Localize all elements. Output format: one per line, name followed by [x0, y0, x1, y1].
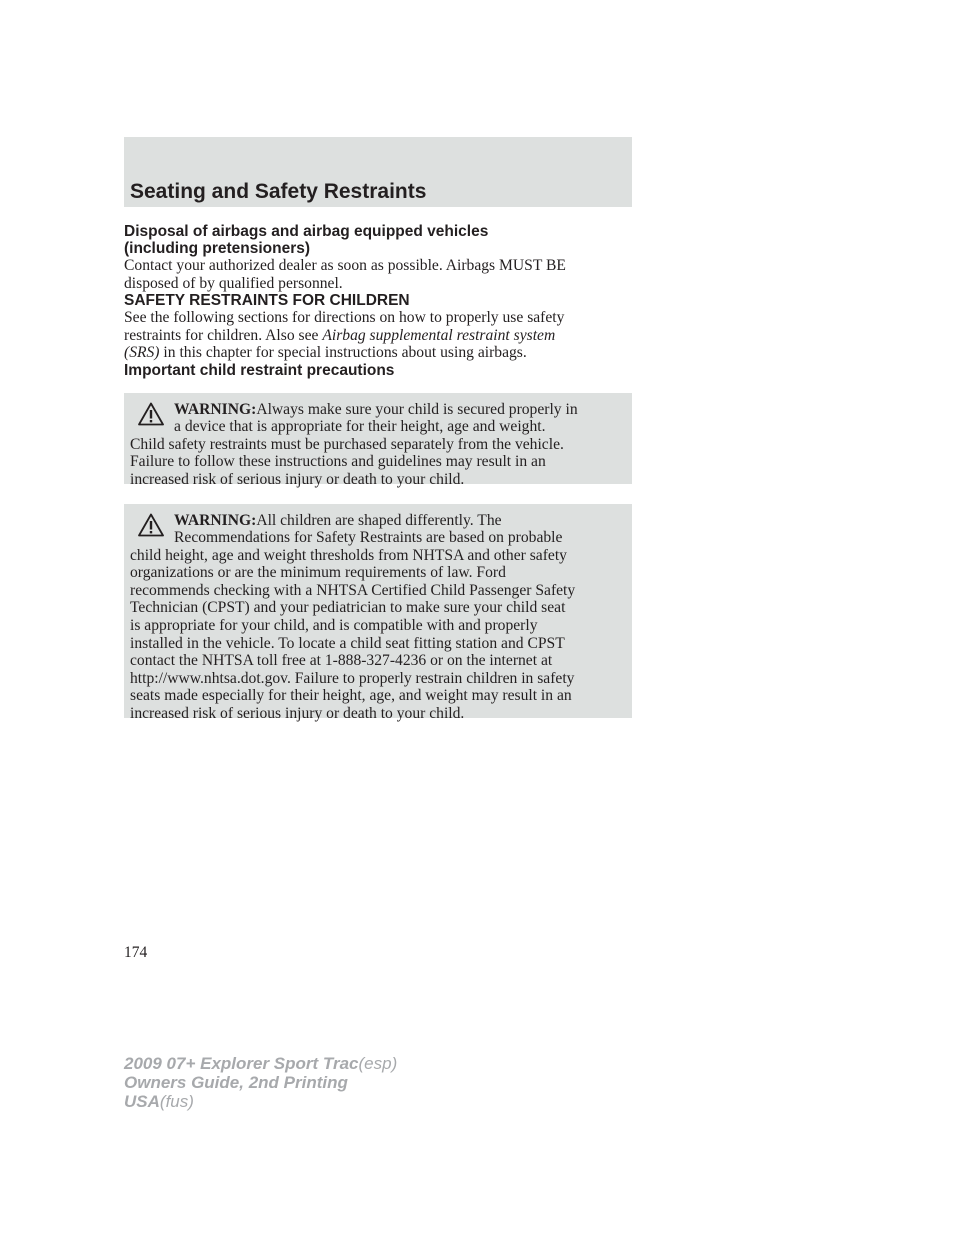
- precautions-heading: Important child restraint precautions: [124, 361, 395, 379]
- page-number: 174: [124, 944, 148, 961]
- page-content: [124, 223, 632, 723]
- warning-2-line5: recommends checking with a NHTSA Certified Child Passenger Safety: [130, 581, 576, 599]
- disposal-paragraph: [124, 257, 632, 292]
- warning-1-label: WARNING:: [174, 400, 257, 418]
- srs-reference-link-part1: Airbag supplemental restraint system: [322, 326, 556, 344]
- footer-model: 2009 07+ Explorer Sport Trac: [124, 1054, 359, 1073]
- warning-triangle-icon: [138, 402, 164, 426]
- warning-1-line5: increased risk of serious injury or death to your child.: [130, 470, 465, 488]
- warning-triangle-icon: [138, 513, 164, 537]
- warning-2-line9: contact the NHTSA toll free at 1-888-327-4236 or on the internet at: [130, 652, 553, 670]
- warning-2-line2: Recommendations for Safety Restraints are based on probable: [174, 529, 563, 547]
- warning-2-line12: increased risk of serious injury or death to your child.: [130, 705, 465, 723]
- srs-reference-link-part2: (SRS): [124, 344, 160, 361]
- children-line3-text: in this chapter for special instructions about using airbags.: [159, 344, 527, 361]
- warning-1-text: [130, 401, 624, 489]
- warning-1-line2: a device that is appropriate for their height, age and weight.: [174, 418, 546, 436]
- warning-1-line4: Failure to follow these instructions and guidelines may result in an: [130, 453, 546, 471]
- footer-market: USA: [124, 1092, 160, 1111]
- warning-2-line7: is appropriate for your child, and is compatible with and properly: [130, 617, 538, 635]
- footer-printing: Owners Guide, 2nd Printing: [124, 1073, 348, 1092]
- section-header-title: Seating and Safety Restraints: [130, 180, 427, 203]
- warning-2-line3: child height, age and weight thresholds from NHTSA and other safety: [130, 546, 567, 564]
- children-line2-text: restraints for children. Also see: [124, 326, 323, 344]
- disposal-line2: disposed of by qualified personnel.: [124, 274, 343, 292]
- warning-1-line1: Always make sure your child is secured properly in: [256, 400, 578, 418]
- footer-market-code: (fus): [159, 1092, 194, 1111]
- document-footer: [124, 1054, 397, 1111]
- warning-2-line8: installed in the vehicle. To locate a child seat fitting station and CPST: [130, 634, 565, 652]
- footer-model-code: (esp): [358, 1054, 398, 1073]
- disposal-heading-line2: (including pretensioners): [124, 240, 311, 257]
- warning-2-line6: Technician (CPST) and your pediatrician to make sure your child seat: [130, 599, 566, 617]
- warning-2-line1: All children are shaped differently. The: [256, 511, 502, 529]
- warning-2-line4: organizations or are the minimum requirements of law. Ford: [130, 564, 506, 582]
- warning-2-line10: http://www.nhtsa.dot.gov. Failure to properly restrain children in safety: [130, 669, 575, 687]
- warning-box-1: [124, 393, 632, 488]
- disposal-heading-line1: Disposal of airbags and airbag equipped vehicles: [124, 223, 489, 240]
- warning-2-label: WARNING:: [174, 511, 257, 529]
- children-line1: See the following sections for directions on how to properly use safety: [124, 309, 565, 326]
- disposal-heading: [124, 223, 632, 257]
- warning-1-line3: Child safety restraints must be purchased separately from the vehicle.: [130, 435, 564, 453]
- warning-2-text: [130, 512, 624, 723]
- warning-box-2: [124, 504, 632, 723]
- children-paragraph: [124, 309, 632, 362]
- children-heading: SAFETY RESTRAINTS FOR CHILDREN: [124, 292, 410, 309]
- warning-2-line11: seats made especially for their height, age, and weight may result in an: [130, 687, 572, 705]
- disposal-line1: Contact your authorized dealer as soon as possible. Airbags MUST BE: [124, 257, 566, 274]
